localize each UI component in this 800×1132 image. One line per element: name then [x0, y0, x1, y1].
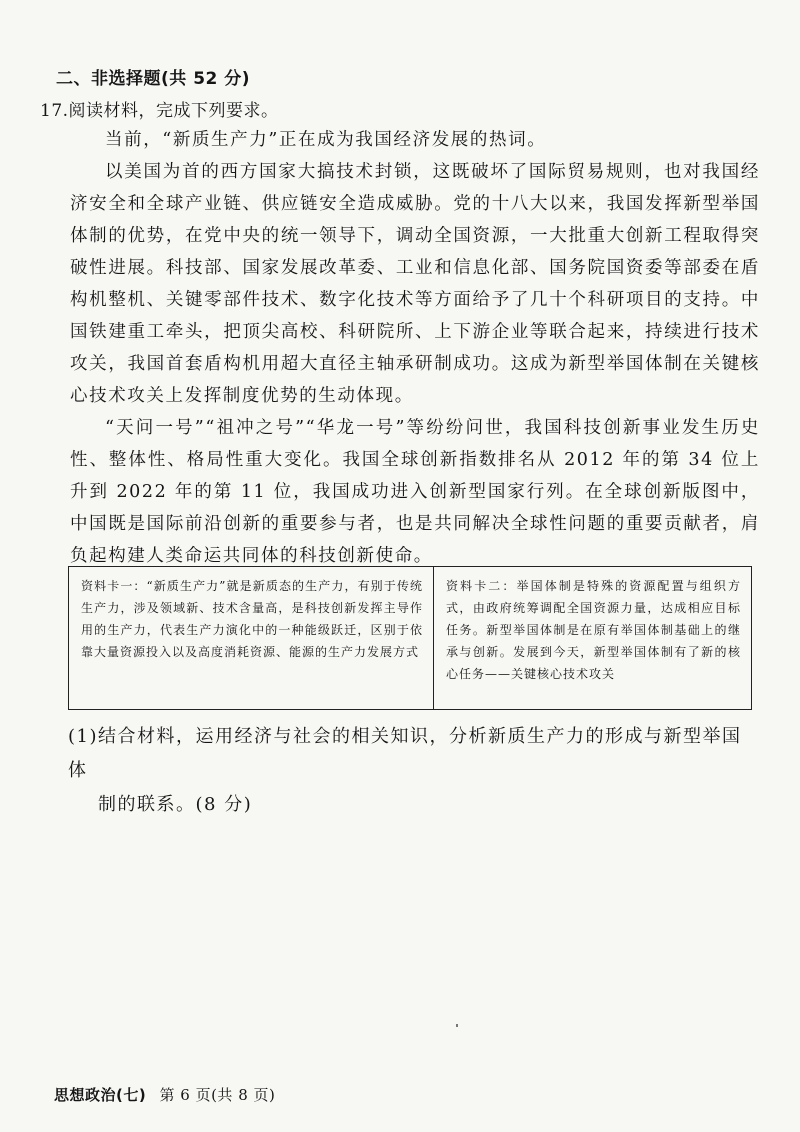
footer-subject: 思想政治(七)	[54, 1086, 147, 1104]
scan-speck	[456, 1024, 458, 1027]
page-footer	[54, 1084, 275, 1105]
material-paragraph: 以美国为首的西方国家大搞技术封锁，这既破坏了国际贸易规则，也对我国经济安全和全球产业链、供应链安全造成威胁。党的十八大以来，我国发挥新型举国体制的优势，在党中央的统一领导下，调动全国资源，一大批重大创新工程取得突破性进展。科技部、国家发展改革委、工业和信息化部、国务院国资委等部委在盾构机整机、关键零部件技术、数字化技术等方面给予了几十个科研项目的支持。中国铁建重工牵头，把顶尖高校、科研院所、上下游企业等联合起来，持续进行技术攻关，我国首套盾构机用超大直径主轴承研制成功。这成为新型举国体制在关键核心技术攻关上发挥制度优势的生动体现。	[70, 162, 760, 406]
question-stem: 17.阅读材料，完成下列要求。	[40, 101, 279, 121]
sub-question-1	[68, 720, 758, 822]
reading-material	[70, 124, 760, 572]
info-card-one: 资料卡一：“新质生产力”就是新质态的生产力，有别于传统生产力，涉及领域新、技术含量高，是科技创新发挥主导作用的生产力，代表生产力演化中的一种能级跃迁，区别于依靠大量资源投入以及高度消耗资源、能源的生产力发展方式	[69, 567, 434, 709]
sub-question-line: (1)结合材料，运用经济与社会的相关知识，分析新质生产力的形成与新型举国体	[68, 726, 742, 781]
material-paragraph: “天问一号”“祖冲之号”“华龙一号”等纷纷问世，我国科技创新事业发生历史性、整体性、格局性重大变化。我国全球创新指数排名从 2012 年的第 34 位上升到 2022 年的第 11 位，我国成功进入创新型国家行列。在全球创新版图中，中国既是国际前沿创新的重要参与者，也是共同解决全球性问题的重要贡献者，肩负起构建人类命运共同体的科技创新使命。	[70, 418, 760, 566]
info-card-two: 资料卡二：举国体制是特殊的资源配置与组织方式，由政府统筹调配全国资源力量，达成相应目标任务。新型举国体制是在原有举国体制基础上的继承与创新。发展到今天，新型举国体制有了新的核心任务——关键核心技术攻关	[446, 579, 741, 681]
info-cards-table	[68, 566, 752, 710]
section-heading: 二、非选择题(共 52 分)	[56, 69, 251, 89]
sub-question-line: 制的联系。(8 分)	[98, 794, 253, 815]
material-paragraph: 当前，“新质生产力”正在成为我国经济发展的热词。	[105, 130, 547, 150]
footer-page-number: 第 6 页(共 8 页)	[159, 1086, 276, 1104]
